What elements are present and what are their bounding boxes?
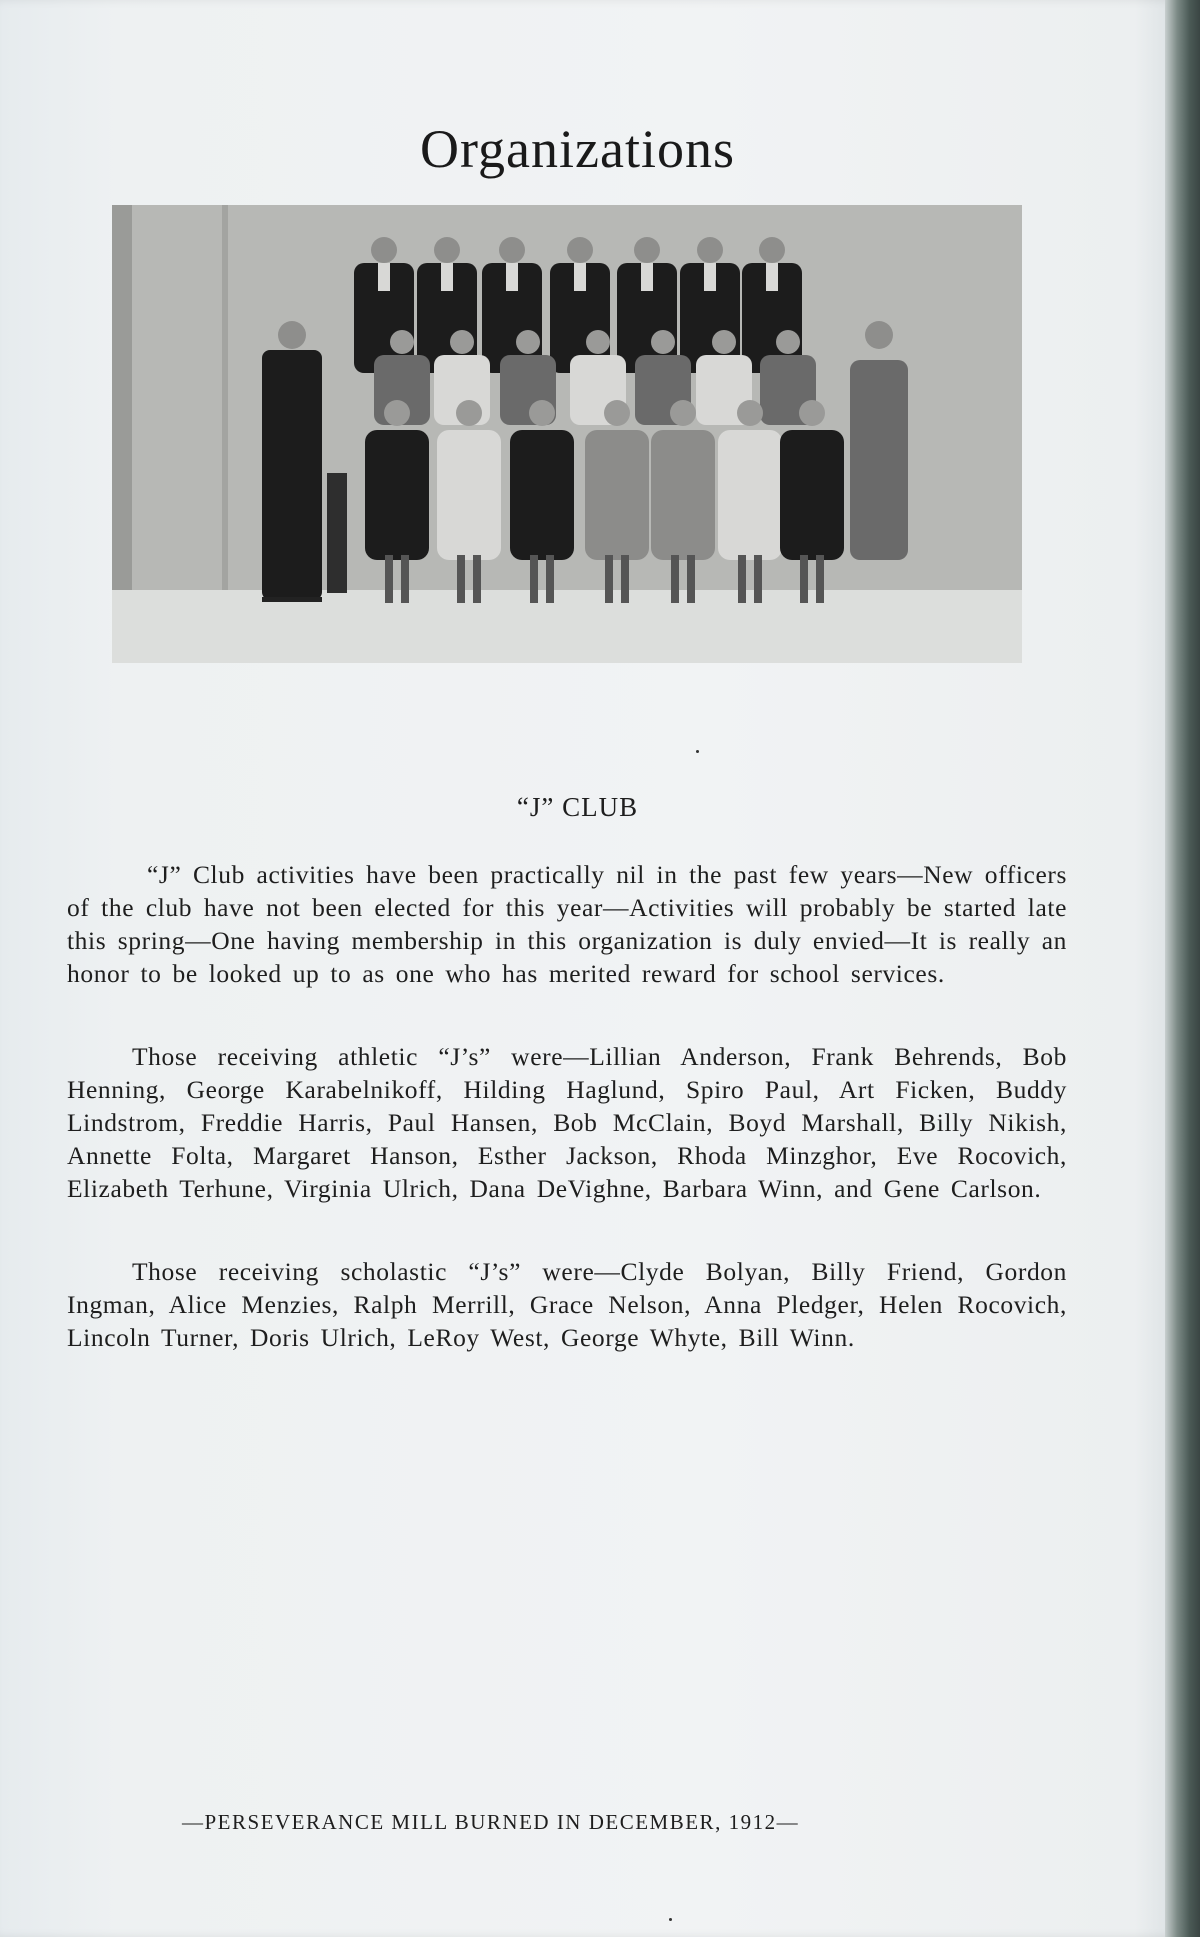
front-row-leg bbox=[530, 555, 538, 603]
middle-row-head bbox=[516, 330, 540, 354]
front-row-leg bbox=[385, 555, 393, 603]
middle-row-head bbox=[390, 330, 414, 354]
middle-row-head bbox=[586, 330, 610, 354]
front-row-head bbox=[799, 400, 825, 426]
page-speck bbox=[696, 750, 699, 753]
photo-wall-seam bbox=[222, 205, 228, 595]
photo-bench bbox=[327, 473, 347, 593]
front-row-head bbox=[529, 400, 555, 426]
back-row-head bbox=[499, 237, 525, 263]
front-row-leg bbox=[473, 555, 481, 603]
back-row-collar bbox=[441, 263, 453, 291]
back-row-head bbox=[434, 237, 460, 263]
middle-row-head bbox=[776, 330, 800, 354]
athletic-recipients-paragraph: Those receiving athletic “J’s” were—Lillian Anderson, Frank Behrends, Bob Henning, George Karabelnikoff, Hilding Haglund, Spiro Paul, Art Ficken, Buddy Lindstrom, Freddie Harris, Paul Hansen, Bob McClain, Boyd Marshall, Billy Nikish, Annette Folta, Margaret Hanson, Esther Jackson, Rhoda Minzghor, Eve Rocovich, Elizabeth Terhune, Virginia Ulrich, Dana DeVighne, Barbara Winn, and Gene Carlson. bbox=[67, 1042, 1067, 1203]
front-row-leg bbox=[671, 555, 679, 603]
front-row-body bbox=[437, 430, 501, 560]
section-heading: “J” CLUB bbox=[516, 792, 639, 822]
front-row-head bbox=[604, 400, 630, 426]
page-footer: —PERSEVERANCE MILL BURNED IN DECEMBER, 1912— bbox=[182, 1810, 800, 1834]
front-row-body bbox=[780, 430, 844, 560]
front-row-leg bbox=[605, 555, 613, 603]
front-row-body bbox=[365, 430, 429, 560]
left-adult-body bbox=[262, 350, 322, 600]
front-row-leg bbox=[800, 555, 808, 603]
front-row-leg bbox=[687, 555, 695, 603]
back-row-collar bbox=[704, 263, 716, 291]
scholastic-recipients-paragraph: Those receiving scholastic “J’s” were—Clyde Bolyan, Billy Friend, Gordon Ingman, Alice Menzies, Ralph Merrill, Grace Nelson, Anna Pledger, Helen Rocovich, Lincoln Turner, Doris Ulrich, LeRoy West, George Whyte, Bill Winn. bbox=[67, 1257, 1067, 1352]
back-row-head bbox=[634, 237, 660, 263]
back-row-collar bbox=[766, 263, 778, 291]
front-row-leg bbox=[457, 555, 465, 603]
right-adult-head bbox=[865, 321, 893, 349]
front-row-body bbox=[651, 430, 715, 560]
front-row-body bbox=[510, 430, 574, 560]
page-speck bbox=[669, 1918, 672, 1921]
back-row-head bbox=[567, 237, 593, 263]
back-row-collar bbox=[506, 263, 518, 291]
front-row-leg bbox=[738, 555, 746, 603]
photo-wall-edge bbox=[112, 205, 132, 605]
front-row-head bbox=[384, 400, 410, 426]
front-row-head bbox=[456, 400, 482, 426]
left-adult-shoes bbox=[262, 597, 322, 602]
middle-row-head bbox=[651, 330, 675, 354]
front-row-body bbox=[585, 430, 649, 560]
front-row-leg bbox=[621, 555, 629, 603]
front-row-leg bbox=[816, 555, 824, 603]
back-row-head bbox=[759, 237, 785, 263]
front-row-body bbox=[718, 430, 782, 560]
front-row-head bbox=[670, 400, 696, 426]
middle-row-head bbox=[712, 330, 736, 354]
front-row-leg bbox=[754, 555, 762, 603]
page-title: Organizations bbox=[420, 119, 735, 179]
back-row-head bbox=[371, 237, 397, 263]
back-row-collar bbox=[574, 263, 586, 291]
photo-ground bbox=[112, 590, 1022, 663]
left-adult-head bbox=[278, 321, 306, 349]
back-row-collar bbox=[378, 263, 390, 291]
group-photo-image bbox=[112, 205, 1022, 663]
middle-row-head bbox=[450, 330, 474, 354]
front-row-leg bbox=[546, 555, 554, 603]
group-photo bbox=[112, 205, 1022, 663]
club-description-paragraph: “J” Club activities have been practically nil in the past few years—New officers of the club have not been elected for this year—Activities will probably be started late this spring—One having membership in this organization is duly envied—It is really an honor to be looked up to as one who has merited reward for school services. bbox=[67, 860, 1067, 988]
book-spine bbox=[1165, 0, 1200, 1937]
front-row-leg bbox=[401, 555, 409, 603]
back-row-collar bbox=[641, 263, 653, 291]
front-row-head bbox=[737, 400, 763, 426]
right-adult-body bbox=[850, 360, 908, 560]
back-row-head bbox=[697, 237, 723, 263]
